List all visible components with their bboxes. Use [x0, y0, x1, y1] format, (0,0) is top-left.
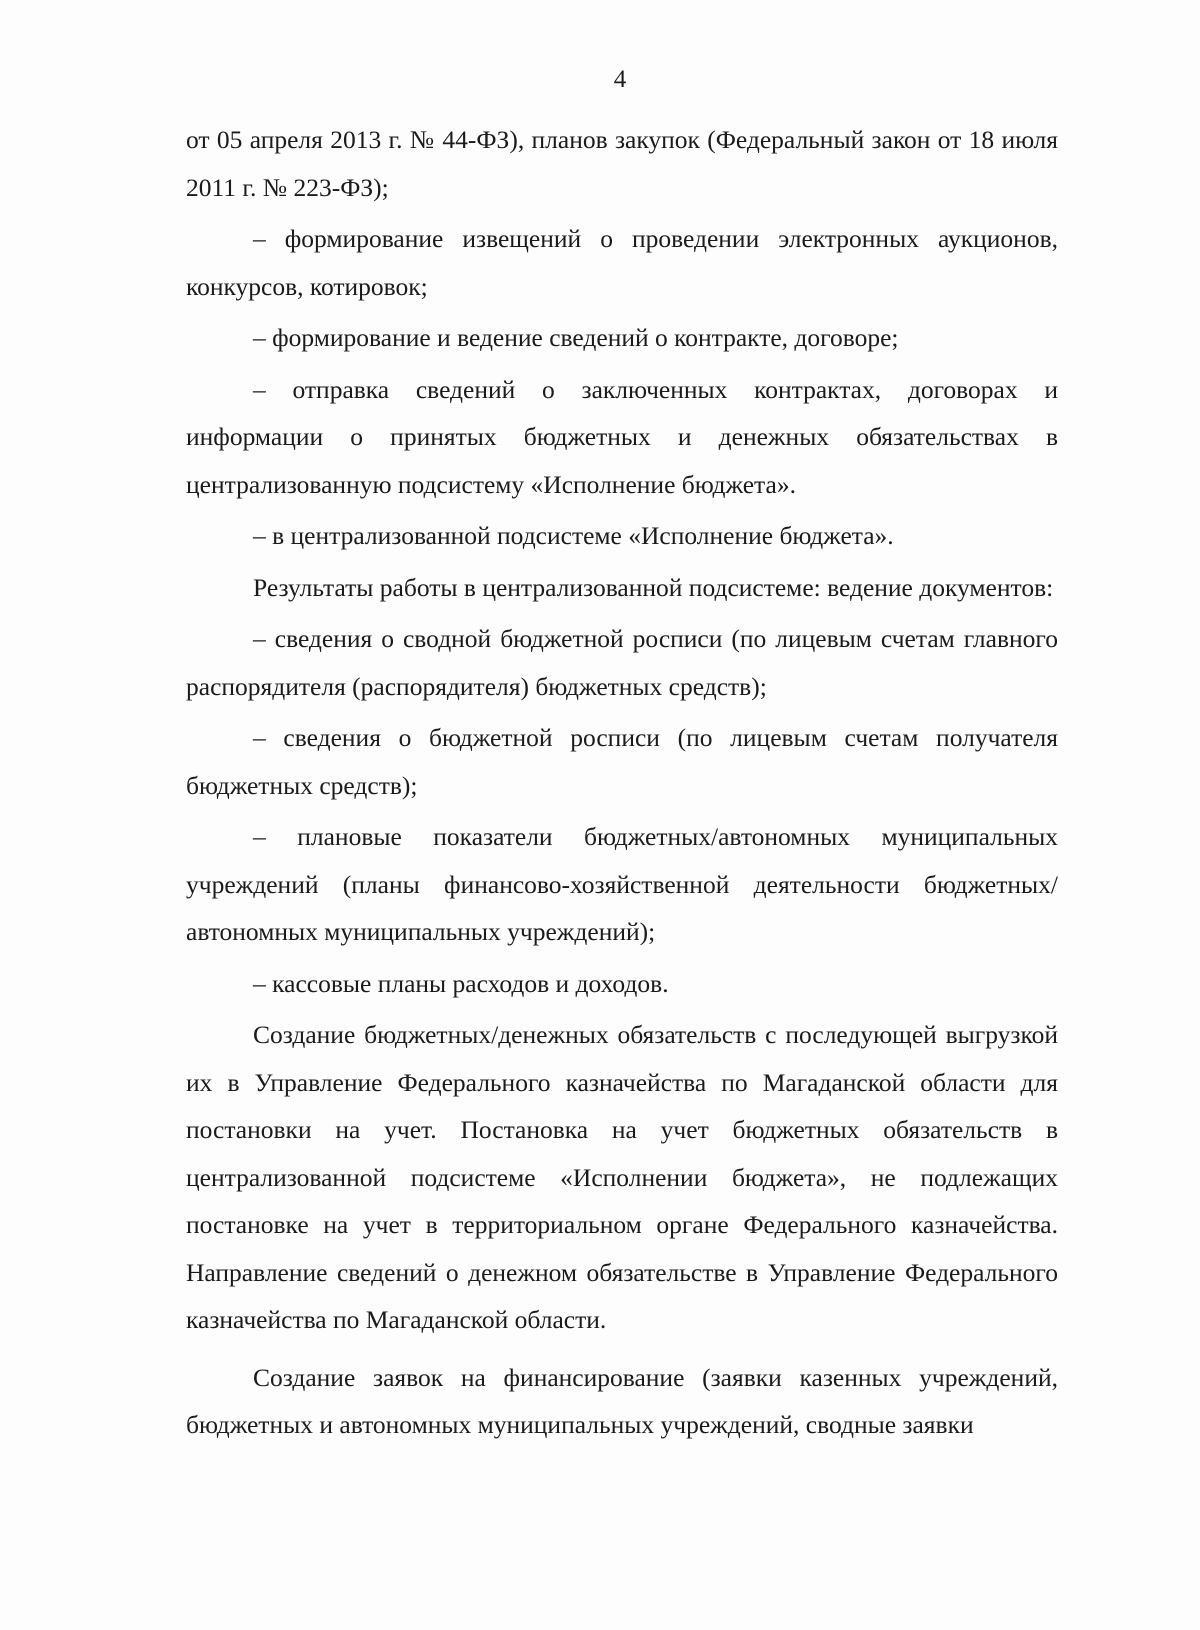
paragraph-contract-info: – формирование и ведение сведений о контракте, договоре; [253, 323, 899, 352]
document-body [186, 116, 1058, 1449]
paragraph-notices: – формирование извещений о проведении электронных аукционов, конкурсов, котировок; [186, 224, 1058, 301]
paragraph-funding-requests: Создание заявок на финансирование (заявки казенных учреждений, бюджетных и автономных муниципальных учреждений, сводные заявки [186, 1362, 1058, 1439]
paragraph-cash-plans: – кассовые планы расходов и доходов. [253, 968, 669, 998]
page-number: 4 [613, 66, 627, 93]
paragraph-obligations: Создание бюджетных/денежных обязательств с последующей выгрузкой их в Управление Федерального казначейства по Магаданской области для постановки на учет. Постановка на учет бюджетных обязательств в централизованной подсистеме «Исполнении бюджета», не подлежащих постановке на учет в территориальном органе Федерального казначейства. Направление сведений о денежном обязательстве в Управление Федерального казначейства по Магаданской области. [186, 1020, 1058, 1334]
paragraph-law-references: от 05 апреля 2013 г. № 44-ФЗ), планов закупок (Федеральный закон от 18 июля 2011 г. № 223-ФЗ); [186, 125, 1058, 202]
paragraph-sending-info: – отправка сведений о заключенных контрактах, договорах и информации о принятых бюджетных и денежных обязательствах в централизованную подсистему «Исполнение бюджета». [186, 374, 1058, 499]
paragraph-budget-schedule: – сведения о бюджетной росписи (по лицевым счетам получателя бюджетных средств); [186, 723, 1058, 800]
paragraph-summary-schedule: – сведения о сводной бюджетной росписи (по лицевым счетам главного распорядителя (распорядителя) бюджетных средств); [186, 624, 1058, 701]
paragraph-plan-indicators: – плановые показатели бюджетных/автономных муниципальных учреждений (планы финансово-хозяйственной деятельности бюджетных/автономных муниципальных учреждений); [186, 822, 1058, 946]
paragraph-results: Результаты работы в централизованной подсистеме: ведение документов: [253, 572, 1054, 602]
paragraph-centralized-subsystem: – в централизованной подсистеме «Исполнение бюджета». [253, 521, 894, 550]
